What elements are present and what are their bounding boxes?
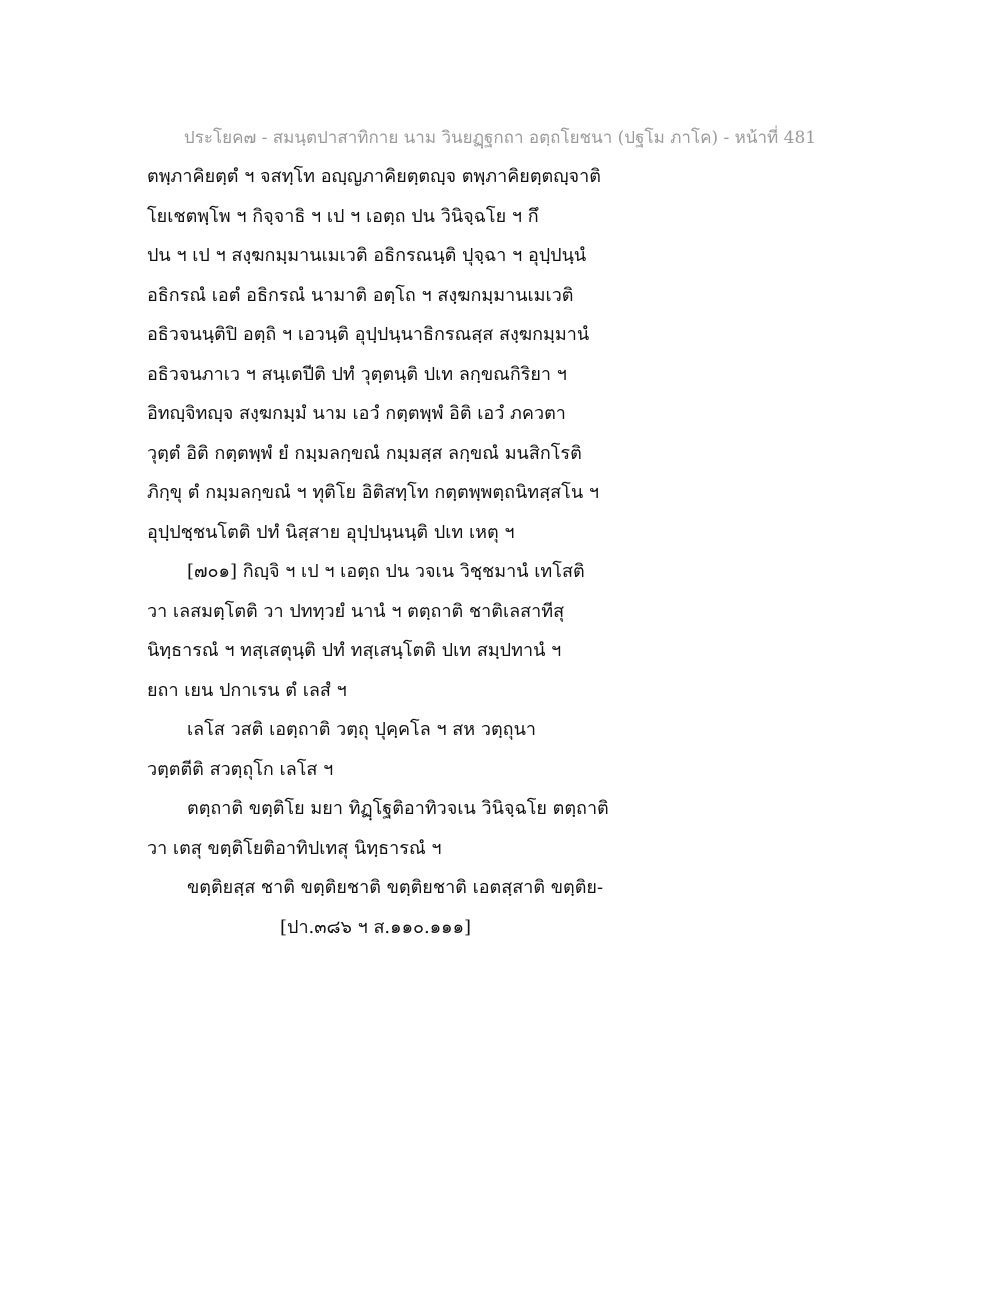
paragraph-start-line: เลโส วสติ เอตฺถาติ วตฺถุ ปุคฺคโล ฯ สห วตฺถุนา [187, 719, 536, 740]
text-line: ยถา เยน ปกาเรน ตํ เลสํ ฯ [147, 679, 347, 701]
paragraph-start-line: ขตฺติยสฺส ชาติ ขตฺติยชาติ ขตฺติยชาติ เอตสฺสาติ ขตฺติย- [187, 877, 604, 898]
text-line: โยเชตพฺโพ ฯ กิจฺจาธิ ฯ เป ฯ เอตฺถ ปน วินิจฺฉโย ฯ กึ [147, 205, 539, 227]
text-line: วา เลสมตฺโตติ วา ปททฺวยํ นานํ ฯ ตตฺถาติ ชาติเลสาทีสุ [147, 600, 565, 622]
text-line: วตฺตตีติ สวตฺถุโก เลโส ฯ [147, 758, 334, 780]
text-line: อธิวจนนฺติปิ อตฺถิ ฯ เอวนฺติ อุปฺปนฺนาธิกรณสฺส สงฺฆกมฺมานํ [147, 324, 590, 345]
text-line: อุปฺปชฺชนโตติ ปทํ นิสฺสาย อุปฺปนฺนนฺติ ปเท เหตุ ฯ [147, 521, 515, 543]
text-line: อธิกรณํ เอตํ อธิกรณํ นามาติ อตฺโถ ฯ สงฺฆกมฺมานเมเวติ [147, 284, 574, 306]
text-line: อิทญฺจิทญฺจ สงฺฆกมฺมํ นาม เอวํ กตฺตพฺพํ อิติ เอวํ ภควตา [147, 403, 566, 424]
text-line: อธิวจนภาเว ฯ สนฺเตปีติ ปทํ วุตฺตนฺติ ปเท ลกฺขณกิริยา ฯ [147, 363, 567, 385]
text-line: วา เตสุ ขตฺติโยติอาทิปเทสุ นิทฺธารณํ ฯ [147, 837, 442, 859]
paragraph-start-line: [๗๐๑] กิญฺจิ ฯ เป ฯ เอตฺถ ปน วจเน วิชฺชมานํ เทโสติ [187, 561, 585, 582]
text-line: ตพฺภาคิยตฺตํ ฯ จสทฺโท อญฺญภาคิยตฺตญฺจ ตพฺภาคิยตฺตญฺจาติ [147, 166, 601, 187]
text-line: วุตฺตํ อิติ กตฺตพฺพํ ยํ กมฺมลกฺขณํ กมฺมสฺส ลกฺขณํ มนสิกโรติ [147, 442, 582, 464]
page-body [147, 157, 647, 947]
text-line: ภิกฺขุ ตํ กมฺมลกฺขณํ ฯ ทุติโย อิติสทฺโท กตฺตพฺพตฺถนิทสฺสโน ฯ [147, 482, 599, 503]
text-line: นิทฺธารณํ ฯ ทสฺเสตุนฺติ ปทํ ทสฺเสนฺโตติ ปเท สมฺปทานํ ฯ [147, 640, 562, 661]
page-header: ประโยค๗ - สมนฺตปาสาทิกาย นาม วินยฏฺฐกถา อตฺถโยชนา (ปฐโม ภาโค) - หน้าที่ 481 [183, 128, 817, 148]
page-footnote: [ปา.๓๘๖ ฯ ส.๑๑๐.๑๑๑] [280, 916, 472, 938]
text-line: ปน ฯ เป ฯ สงฺฆกมฺมานเมเวติ อธิกรณนฺติ ปุจฺฉา ฯ อุปฺปนฺนํ [147, 245, 587, 266]
paragraph-start-line: ตตฺถาติ ขตฺติโย มยา ทิฏฺโฐติอาทิวจเน วินิจฺฉโย ตตฺถาติ [187, 798, 609, 819]
